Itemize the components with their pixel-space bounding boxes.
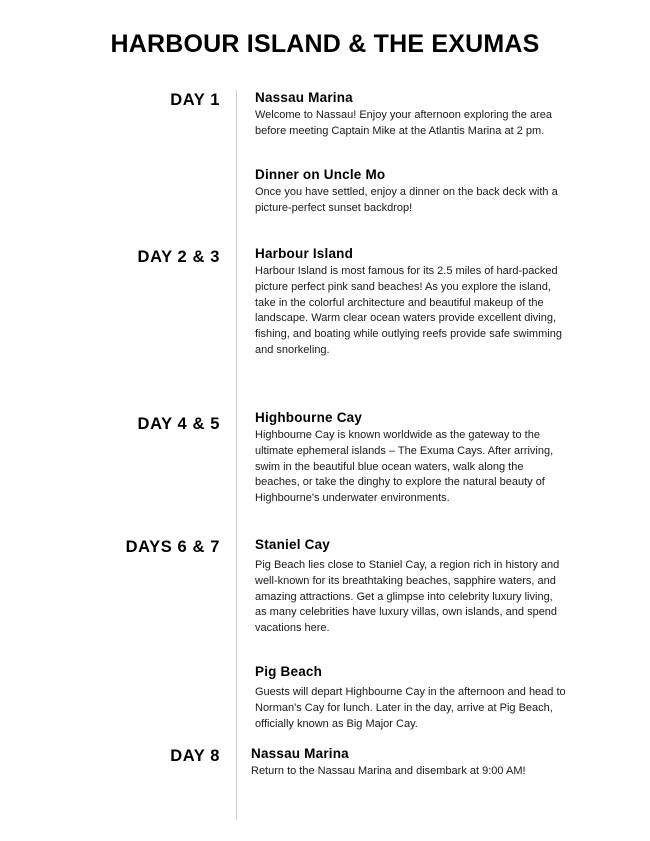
entry-nassau-marina-arrival bbox=[255, 90, 567, 140]
entry-staniel-cay bbox=[255, 537, 567, 637]
entry-text: Harbour Island is most famous for its 2.5 miles of hard-packed picture perfect pink sand beaches! As you explore the island, take in the colorful architecture and beautiful makeup of the landscape. Warm clear ocean waters provide excellent diving, fishing, and boating while outlying reefs provide safe swimming and snorkeling. bbox=[255, 265, 562, 356]
entry-text: Return to the Nassau Marina and disembark at 9:00 AM! bbox=[251, 765, 526, 777]
entry-nassau-marina-return bbox=[251, 746, 563, 780]
entry-title: Harbour Island bbox=[255, 246, 354, 261]
entry-title: Nassau Marina bbox=[251, 746, 349, 761]
entry-text: Pig Beach lies close to Staniel Cay, a region rich in history and well-known for its breathtaking beaches, sapphire waters, and amazing attractions. Get a glimpse into celebrity luxury living, as many celebrities have luxury villas, own islands, and spend vacations here. bbox=[255, 559, 560, 635]
entry-text: Once you have settled, enjoy a dinner on the back deck with a picture-perfect sunset backdrop! bbox=[255, 186, 558, 214]
entry-title: Dinner on Uncle Mo bbox=[255, 167, 386, 182]
entry-title: Highbourne Cay bbox=[255, 410, 363, 425]
entry-text: Welcome to Nassau! Enjoy your afternoon exploring the area before meeting Captain Mike at the Atlantis Marina at 2 pm. bbox=[255, 109, 552, 137]
day-label-2-3: DAY 2 & 3 bbox=[137, 248, 220, 266]
entry-pig-beach bbox=[255, 664, 567, 732]
day-label-8: DAY 8 bbox=[170, 747, 220, 765]
timeline-divider bbox=[236, 90, 237, 820]
entry-dinner-uncle-mo bbox=[255, 167, 567, 217]
entry-title: Pig Beach bbox=[255, 664, 323, 679]
entry-title: Nassau Marina bbox=[255, 90, 353, 105]
day-label-1: DAY 1 bbox=[170, 91, 220, 109]
day-label-6-7: DAYS 6 & 7 bbox=[125, 538, 220, 556]
entry-text: Guests will depart Highbourne Cay in the afternoon and head to Norman's Cay for lunch. Later in the day, arrive at Pig Beach, officially known as Big Major Cay. bbox=[255, 686, 566, 730]
entry-text: Highbourne Cay is known worldwide as the gateway to the ultimate ephemeral islands – The Exuma Cays. After arriving, swim in the beautiful blue ocean waters, walk along the beaches, or take the dinghy to explore the natural beauty of Highbourne's underwater environments. bbox=[255, 429, 554, 505]
entry-title: Staniel Cay bbox=[255, 537, 330, 552]
entry-highbourne-cay bbox=[255, 410, 567, 507]
day-label-4-5: DAY 4 & 5 bbox=[137, 415, 220, 433]
entry-harbour-island bbox=[255, 246, 567, 359]
page-title: HARBOUR ISLAND & THE EXUMAS bbox=[110, 30, 540, 58]
